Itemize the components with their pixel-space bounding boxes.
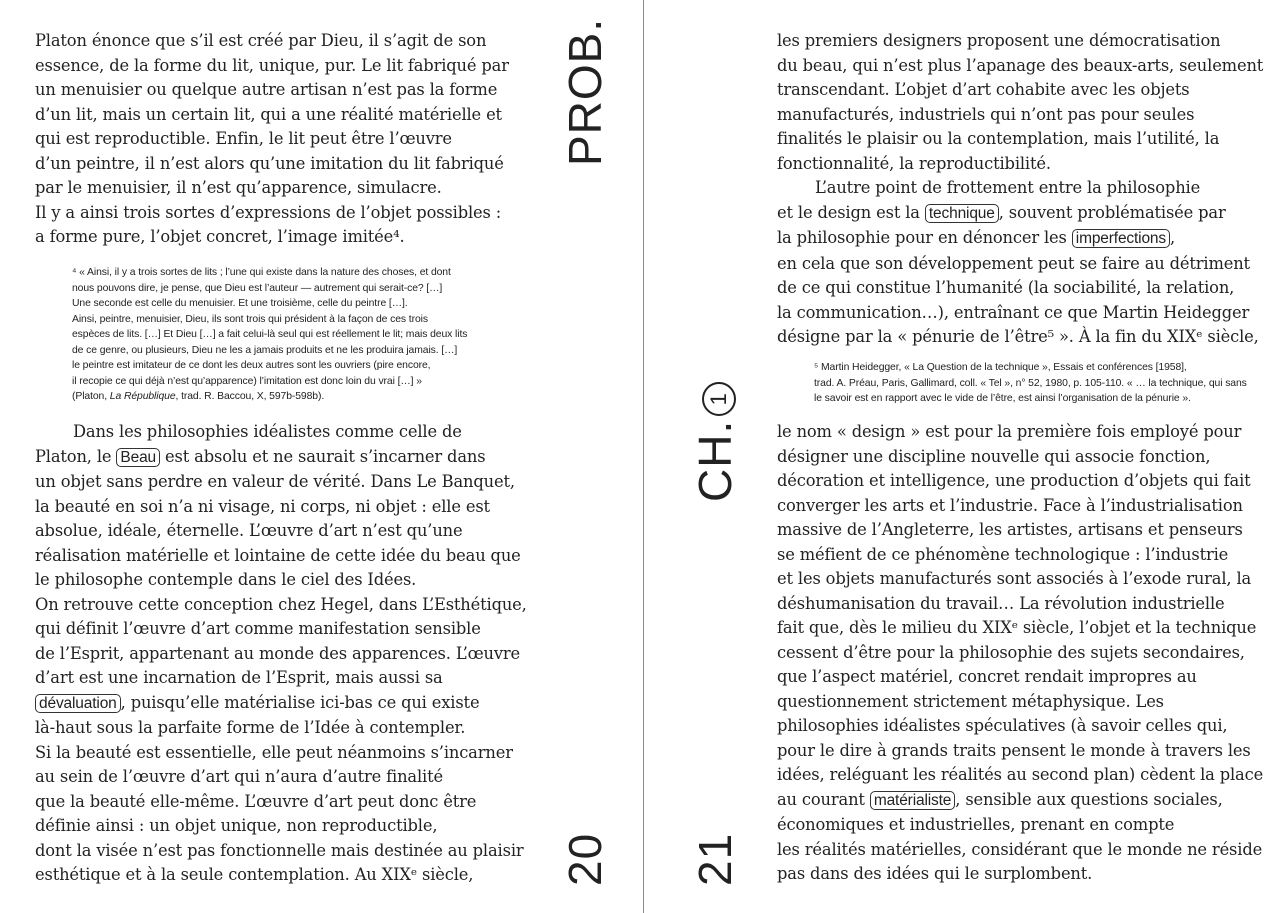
text-line: définie ainsi : un objet unique, non reproductible, — [35, 816, 438, 835]
source-suffix: , trad. R. Baccou, X, 597b-598b). — [175, 391, 325, 402]
footnote-line: le savoir est en rapport avec le vide de l’être, est ainsi l’organisation de la pénurie ». — [814, 393, 1191, 404]
footnote-line: le peintre est imitateur de ce dont les deux autres sont les ouvriers (pire encore, — [72, 360, 431, 371]
footnote-line: nous pouvons dire, je pense, que Dieu est l’auteur — autrement qui serait-ce? […] — [72, 282, 443, 294]
text-line: pas dans des idées qui le surplombent. — [777, 864, 1093, 883]
source-title: La République — [109, 391, 176, 402]
text-line: massive de l’Angleterre, les artistes, artisans et penseurs — [777, 520, 1243, 539]
footnote-line: ⁵ Martin Heidegger, « La Question de la technique », Essais et conférences [1958], — [814, 362, 1187, 373]
text-line: en cela que son développement peut se faire au détriment — [777, 253, 1250, 273]
text-line: d’un lit, mais un certain lit, qui a une réalité matérielle et — [35, 104, 502, 124]
left-paragraph-2 — [35, 420, 527, 888]
text-line: Il y a ainsi trois sortes d’expressions de l’objet possibles : — [35, 202, 502, 222]
text-line: fait que, dès le milieu du XIXᵉ siècle, l’objet et la technique — [777, 618, 1257, 637]
left-page — [0, 0, 643, 913]
keyword-tag-technique: technique — [925, 204, 999, 223]
text-line: réalisation matérielle et lointaine de cette idée du beau que — [35, 545, 521, 565]
text-line: manufacturés, industriels qui n’ont pas pour seules — [777, 104, 1195, 124]
text-line: essence, de la forme du lit, unique, pur. Le lit fabriqué par — [35, 55, 509, 75]
text-line: Platon énonce que s’il est créé par Dieu, il s’agit de son — [35, 31, 487, 50]
text-line: économiques et industrielles, prenant en compte — [777, 815, 1175, 834]
footnote-line: Ainsi, peintre, menuisier, Dieu, ils sont trois qui président à la façon de ces trois — [72, 313, 428, 325]
chapter-label — [688, 382, 742, 502]
right-paragraph-3 — [777, 420, 1263, 887]
text-line: qui est reproductible. Enfin, le lit peut être l’œuvre — [35, 129, 452, 148]
text-fragment: la philosophie pour en dénoncer les — [777, 228, 1072, 247]
text-line: les premiers designers proposent une démocratisation — [777, 31, 1221, 50]
text-line: esthétique et à la seule contemplation. Au XIXᵉ siècle, — [35, 865, 474, 884]
left-paragraph-1 — [35, 29, 509, 250]
text-line: absolue, idéale, éternelle. L’œuvre d’art n’est qu’une — [35, 521, 463, 540]
text-fragment: , souvent problématisée par — [998, 202, 1226, 222]
text-line: a forme pure, l’objet concret, l’image imitée⁴. — [35, 227, 405, 246]
text-line: désigner une discipline nouvelle qui associe fonction, — [777, 446, 1211, 466]
footnote-line: ⁴ « Ainsi, il y a trois sortes de lits ; l’une qui existe dans la nature des choses, et dont — [72, 267, 451, 278]
text-line — [777, 201, 1263, 227]
text-line: du beau, qui n’est plus l’apanage des beaux-arts, seulement — [777, 55, 1264, 75]
text-line: là-haut sous la parfaite forme de l’Idée à contempler. — [35, 718, 466, 737]
text-line — [35, 445, 527, 471]
text-line: par le menuisier, il n’est qu’apparence, simulacre. — [35, 178, 442, 197]
text-line: déshumanisation du travail… La révolution industrielle — [777, 593, 1225, 613]
footnote-line: de ce genre, ou plusieurs, Dieu ne les a jamais produits et ne les produira jamais. […] — [72, 344, 458, 356]
text-line: idées, reléguant les réalités au second plan) cèdent la place — [777, 765, 1264, 784]
text-line: que l’aspect matériel, concret rendait impropres au — [777, 667, 1197, 686]
footnote-source — [72, 389, 467, 405]
text-fragment: , puisqu’elle matérialise ici-bas ce qui existe — [120, 692, 480, 712]
chapter-prefix: CH. — [689, 419, 741, 502]
text-line — [777, 226, 1263, 252]
text-line: la communication…), entraînant ce que Martin Heidegger — [777, 302, 1250, 322]
text-line: cessent d’être pour la philosophie des sujets secondaires, — [777, 642, 1245, 662]
keyword-tag-materialiste: matérialiste — [870, 791, 955, 810]
footnote-line: espèces de lits. […] Et Dieu […] a fait celui-là seul qui est réellement le lit; mais deux lits — [72, 329, 468, 340]
keyword-tag-devaluation: dévaluation — [35, 694, 121, 713]
text-fragment: , sensible aux questions sociales, — [955, 789, 1223, 809]
footnote-line: Une seconde est celle du menuisier. Et une troisième, celle du peintre […]. — [72, 298, 408, 309]
footnote-line: trad. A. Préau, Paris, Gallimard, coll. « Tel », n° 52, 1980, p. 105-110. « … la technique, qui sans — [814, 377, 1247, 389]
text-line: que la beauté elle-même. L’œuvre d’art peut donc être — [35, 791, 477, 811]
text-line: Si la beauté est essentielle, elle peut néanmoins s’incarner — [35, 742, 513, 762]
text-line: d’un peintre, il n’est alors qu’une imitation du lit fabriqué — [35, 153, 504, 173]
text-line: pour le dire à grands traits pensent le monde à travers les — [777, 740, 1251, 760]
text-fragment: , — [1170, 228, 1176, 247]
text-line: fonctionnalité, la reproductibilité. — [777, 153, 1051, 173]
text-fragment: est absolu et ne saurait s’incarner dans — [160, 446, 486, 466]
source-prefix: (Platon, — [72, 391, 110, 402]
text-line: le philosophe contemple dans le ciel des Idées. — [35, 570, 417, 589]
text-line — [777, 788, 1263, 814]
text-line: un menuisier ou quelque autre artisan n’est pas la forme — [35, 80, 498, 99]
keyword-tag-beau: Beau — [116, 448, 160, 467]
text-line: On retrouve cette conception chez Hegel, dans L’Esthétique, — [35, 594, 527, 614]
text-fragment: Platon, le — [35, 446, 117, 466]
text-line: qui définit l’œuvre d’art comme manifestation sensible — [35, 619, 481, 638]
keyword-tag-imperfections: imperfections — [1072, 229, 1170, 248]
text-fragment: au courant — [777, 789, 870, 809]
text-line: transcendant. L’objet d’art cohabite avec les objets — [777, 80, 1190, 99]
chapter-number-circle: 1 — [702, 382, 736, 416]
text-line: les réalités matérielles, considérant que le monde ne réside — [777, 839, 1263, 859]
text-line: L’autre point de frottement entre la philosophie — [815, 178, 1201, 197]
text-line: dont la visée n’est pas fonctionnelle mais destinée au plaisir — [35, 840, 524, 860]
text-line: converger les arts et l’industrie. Face à l’industrialisation — [777, 495, 1243, 515]
footnote-line: il recopie ce qui déjà n’est qu’apparence) l’imitation est donc loin du vrai […] » — [72, 375, 422, 387]
text-line: d’art est une incarnation de l’Esprit, mais aussi sa — [35, 668, 443, 687]
text-line: désigne par la « pénurie de l’être⁵ ». À la fin du XIXᵉ siècle, — [777, 327, 1259, 346]
section-title-prob: PROB. — [559, 17, 611, 166]
right-page — [644, 0, 1287, 913]
right-paragraph-1 — [777, 29, 1263, 350]
page-number-left: 20 — [559, 832, 611, 886]
text-fragment: et le design est la — [777, 202, 925, 222]
text-line: de ce qui constitue l’humanité (la sociabilité, la relation, — [777, 278, 1235, 297]
text-line: finalités le plaisir ou la contemplation, mais l’utilité, la — [777, 129, 1220, 148]
text-line: et les objets manufacturés sont associés à l’exode rural, la — [777, 569, 1252, 588]
footnote-5 — [814, 360, 1247, 407]
text-line: de l’Esprit, appartenant au monde des apparences. L’œuvre — [35, 643, 521, 663]
text-line: au sein de l’œuvre d’art qui n’aura d’autre finalité — [35, 767, 443, 786]
text-line: se méfient de ce phénomène technologique : l’industrie — [777, 544, 1229, 564]
text-line: la beauté en soi n’a ni visage, ni corps, ni objet : elle est — [35, 496, 490, 516]
text-line: le nom « design » est pour la première fois employé pour — [777, 422, 1242, 441]
footnote-4 — [72, 265, 467, 405]
page-number-right: 21 — [689, 832, 741, 886]
text-line — [35, 691, 527, 717]
text-line: décoration et intelligence, une production d’objets qui fait — [777, 471, 1251, 490]
text-line: questionnement strictement métaphysique. Les — [777, 691, 1164, 711]
text-line: un objet sans perdre en valeur de vérité. Dans Le Banquet, — [35, 472, 515, 491]
text-line: Dans les philosophies idéalistes comme celle de — [73, 422, 462, 441]
text-line: philosophies idéalistes spéculatives (à savoir celles qui, — [777, 716, 1228, 735]
